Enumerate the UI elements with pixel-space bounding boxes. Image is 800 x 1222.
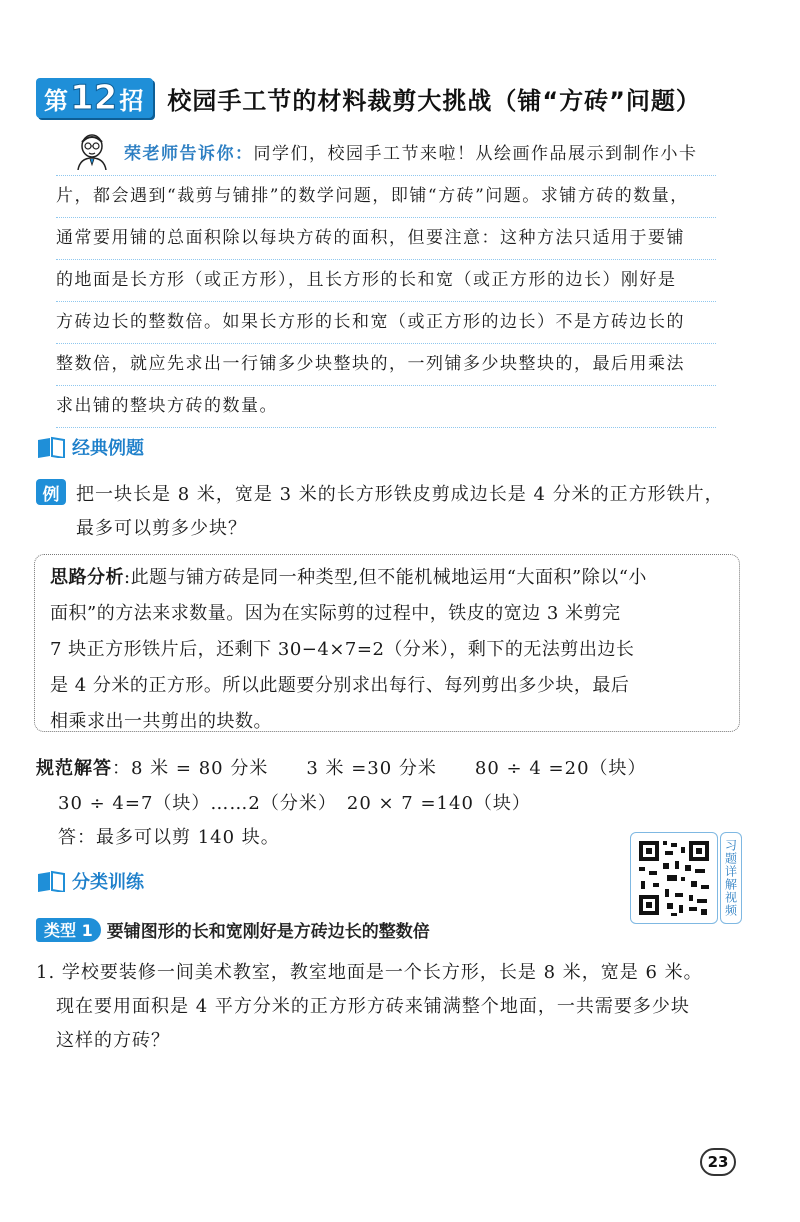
teacher-line: 求出铺的整块方砖的数量。 xyxy=(56,386,716,428)
question-line: 这样的方砖？ xyxy=(56,1030,170,1051)
answer-line: 答：最多可以剪 140 块。 xyxy=(58,827,280,848)
analysis-text xyxy=(50,560,647,740)
analysis-line: 面积”的方法来求数量。因为在实际剪的过程中，铁皮的宽边 3 米剪完 xyxy=(50,603,621,624)
badge-prefix: 第 xyxy=(44,86,68,115)
teacher-line-text: 同学们，校园手工节来啦！从绘画作品展示到制作小卡 xyxy=(253,144,698,164)
example-line: 最多可以剪多少块？ xyxy=(76,518,247,539)
page-number: 23 xyxy=(700,1148,736,1176)
analysis-label: 思路分析 xyxy=(50,567,124,588)
type-title: 要铺图形的长和宽刚好是方砖边长的整数倍 xyxy=(106,922,430,942)
solution-line-text: ：8 米 = 80 分米 3 米 =30 分米 80 ÷ 4 =20（块） xyxy=(112,758,647,779)
solution-line xyxy=(36,754,647,780)
analysis-line xyxy=(50,560,647,596)
question-line: 现在要用面积是 4 平方分米的正方形方砖来铺满整个地面，一共需要多少块 xyxy=(56,996,690,1017)
example-badge: 例 xyxy=(36,479,66,505)
teacher-label: 荣老师告诉你： xyxy=(124,144,254,164)
badge-suffix: 招 xyxy=(119,86,144,115)
solution-label: 规范解答 xyxy=(36,758,112,779)
teacher-line xyxy=(56,134,716,176)
type-heading xyxy=(36,917,430,942)
example-line: 把一块长是 8 米，宽是 3 米的长方形铁皮剪成边长是 4 分米的正方形铁片， xyxy=(76,484,724,505)
analysis-line: 7 块正方形铁片后，还剩下 30−4×7=2（分米），剩下的无法剪出边长 xyxy=(50,639,635,660)
lesson-title: 校园手工节的材料裁剪大挑战（铺“方砖”问题） xyxy=(167,86,701,115)
lesson-badge xyxy=(36,78,153,118)
analysis-line: 是 4 分米的正方形。所以此题要分别求出每行、每列剪出多少块，最后 xyxy=(50,675,630,696)
qr-video-label: 习题详解视频 xyxy=(720,832,742,924)
analysis-line: 相乘求出一共剪出的块数。 xyxy=(50,711,272,732)
type-badge: 类型 1 xyxy=(36,918,101,942)
section-title: 分类训练 xyxy=(72,872,144,893)
section-heading-examples xyxy=(36,434,144,460)
lesson-header xyxy=(36,76,701,120)
section-title: 经典例题 xyxy=(72,438,144,459)
teacher-line: 片，都会遇到“裁剪与铺排”的数学问题，即铺“方砖”问题。求铺方砖的数量， xyxy=(56,176,716,218)
question-line: 1. 学校要装修一间美术教室，教室地面是一个长方形，长是 8 米，宽是 6 米。 xyxy=(36,962,703,983)
section-heading-practice xyxy=(36,868,144,894)
badge-number: 12 xyxy=(70,78,118,118)
teacher-line: 通常要用铺的总面积除以每块方砖的面积，但要注意：这种方法只适用于要铺 xyxy=(56,218,716,260)
teacher-line: 方砖边长的整数倍。如果长方形的长和宽（或正方形的边长）不是方砖边长的 xyxy=(56,302,716,344)
solution-line: 30 ÷ 4=7（块）……2（分米） 20 × 7 =140（块） xyxy=(58,793,531,814)
teacher-line: 的地面是长方形（或正方形），且长方形的长和宽（或正方形的边长）刚好是 xyxy=(56,260,716,302)
teacher-line: 整数倍，就应先求出一行铺多少块整块的，一列铺多少块整块的，最后用乘法 xyxy=(56,344,716,386)
teacher-paragraph xyxy=(56,134,716,428)
analysis-line-text: :此题与铺方砖是同一种类型,但不能机械地运用“大面积”除以“小 xyxy=(124,567,647,588)
book-icon xyxy=(36,436,66,458)
qr-code[interactable] xyxy=(630,832,718,924)
book-icon xyxy=(36,870,66,892)
